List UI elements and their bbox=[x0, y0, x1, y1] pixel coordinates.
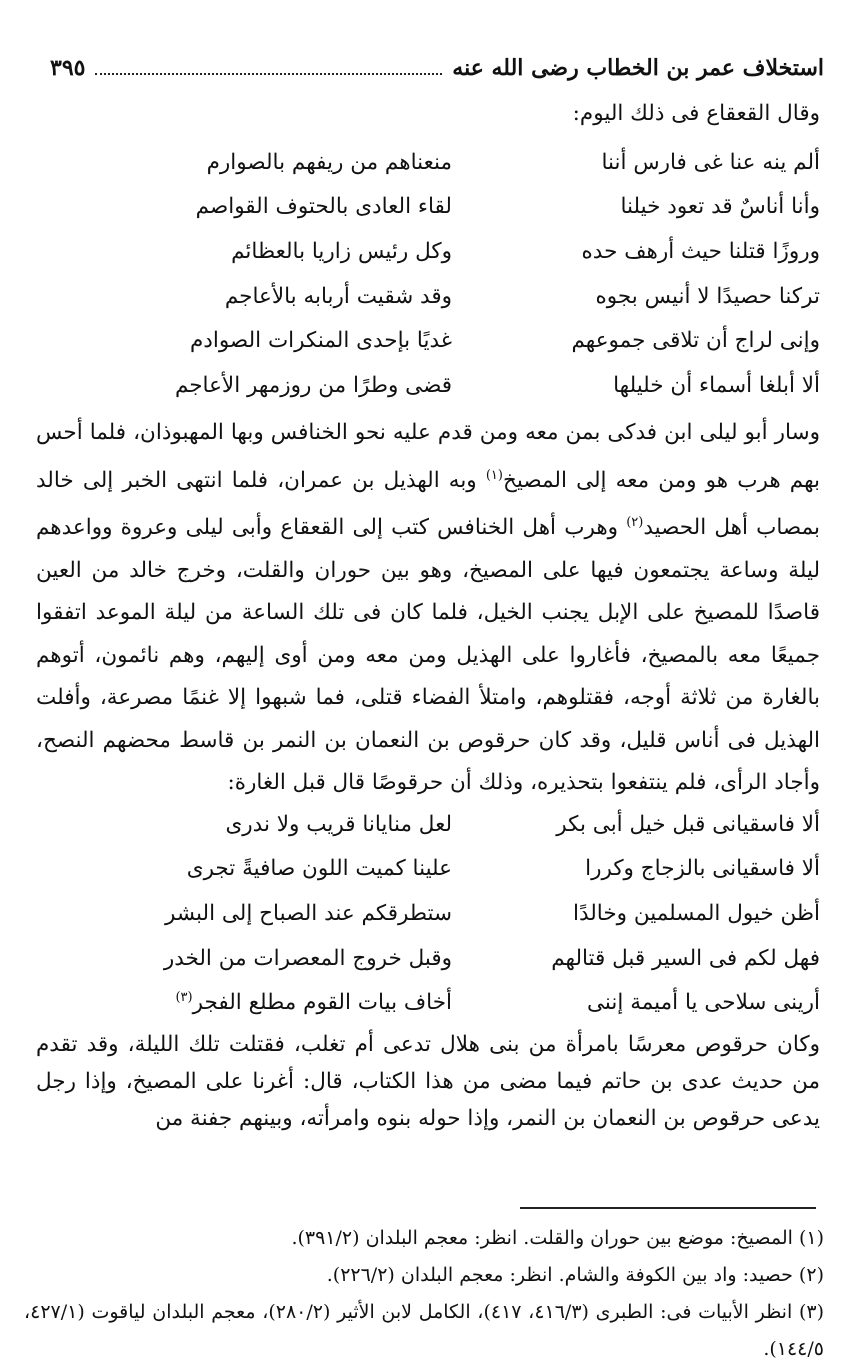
verse-line bbox=[100, 847, 820, 892]
hemistich-second: ستطرقكم عند الصباح إلى البشر bbox=[165, 900, 452, 926]
hemistich-second: منعناهم من ريفهم بالصوارم bbox=[206, 149, 452, 175]
verse-line bbox=[100, 274, 820, 319]
poem-harqus bbox=[100, 802, 820, 1025]
hemistich-first: وأنا أناسٌ قد تعود خيلنا bbox=[620, 194, 820, 220]
para1-text-a: وسار أبو ليلى ابن فدكى بمن معه ومن قدم عليه نحو الخنافس وبها المهبوذان، فلما أحس بهم هرب هو ومن معه إلى المصيخ bbox=[36, 420, 820, 493]
hemistich-first: وروزًا قتلنا حيث أرهف حده bbox=[581, 238, 820, 264]
verse-line bbox=[100, 140, 820, 185]
verse-line bbox=[100, 891, 820, 936]
hemistich-first: ألا فاسقيانى قبل خيل أبى بكر bbox=[556, 811, 820, 837]
footnote-separator bbox=[520, 1207, 816, 1209]
footnotes bbox=[24, 1220, 824, 1368]
footnote-3: (٣) انظر الأبيات فى: الطبرى (٤١٦/٣، ٤١٧)، الكامل لابن الأثير (٢٨٠/٢)، معجم البلدان لياقوت (٤٢٧/١، ١٤٤/٥). bbox=[24, 1301, 824, 1360]
hemistich-first: ألم ينه عنا غى فارس أننا bbox=[601, 149, 820, 175]
hemistich-first: فهل لكم فى السير قبل قتالهم bbox=[551, 945, 820, 971]
para1-text-b: وبه الهذيل بن عمران، فلما انتهى الخبر إلى خالد بمصاب أهل الحصيد bbox=[36, 467, 820, 541]
verse-line bbox=[100, 936, 820, 981]
footnote-2: (٢) حصيد: واد بين الكوفة والشام. انظر: معجم البلدان (٢٢٦/٢). bbox=[326, 1264, 824, 1286]
hemistich-second: وقد شقيت أربابه بالأعاجم bbox=[224, 283, 452, 309]
header-title: استخلاف عمر بن الخطاب رضى الله عنه bbox=[452, 55, 824, 81]
hemistich-second: قضى وطرًا من روزمهر الأعاجم bbox=[174, 372, 452, 398]
hemistich-first: ألا فاسقيانى بالزجاج وكررا bbox=[585, 856, 820, 882]
hemistich-first: تركنا حصيدًا لا أنيس بجوه bbox=[595, 283, 820, 309]
hemistich-second: غديًا بإحدى المنكرات الصوادم bbox=[189, 328, 452, 354]
hemistich-second bbox=[112, 990, 490, 1015]
intro-line: وقال القعقاع فى ذلك اليوم: bbox=[572, 101, 820, 126]
hemistich-first: أظن خيول المسلمين وخالدًا bbox=[572, 900, 820, 926]
para1-text-c: وهرب أهل الخنافس كتب إلى القعقاع وأبى ليلى وعروة وواعدهم ليلة وساعة يجتمعون فيها على المصيخ، وهو بين حوران والقلت، وخرج خالد من العين قاصدًا للمصيخ على الإبل يجنب الخيل، فلما كان فى تلك الساعة من ليلة الموعد اتفقوا جميعًا معه بالمصيخ، فأغاروا على الهذيل ومن معه ومن أوى إليهم، وهم نائمون، أتوهم بالغارة من ثلاثة أوجه، فقتلوهم، وامتلأ الفضاء قتلى، فما شبهوا إلا غنمًا مصرعة، وأفلت الهذيل فى أناس قليل، وقد كان حرقوص بن النعمان بن النمر بن قاسط محضهم النصح، وأجاد الرأى، فلم ينتفعوا بتحذيره، وذلك أن حرقوصًا قال قبل الغارة: bbox=[36, 515, 820, 796]
verse-line bbox=[100, 802, 820, 847]
hemistich-text: أخاف بيات القوم مطلع الفجر bbox=[192, 990, 452, 1016]
poem-qaqa bbox=[100, 140, 820, 408]
footnote-ref-1[interactable]: (١) bbox=[485, 467, 503, 483]
verse-line bbox=[100, 185, 820, 230]
verse-line bbox=[100, 980, 820, 1025]
footnote-1: (١) المصيخ: موضع بين حوران والقلت. انظر: معجم البلدان (٣٩١/٢). bbox=[291, 1227, 824, 1249]
hemistich-second: وقبل خروج المعصرات من الخدر bbox=[163, 945, 452, 971]
hemistich-first: أرينى سلاحى يا أميمة إننى bbox=[587, 990, 820, 1016]
body-paragraph-1 bbox=[36, 412, 820, 805]
hemistich-second: لعل منايانا قريب ولا ندرى bbox=[225, 811, 452, 837]
hemistich-first: ألا أبلغا أسماء أن خليلها bbox=[613, 372, 820, 398]
verse-line bbox=[100, 363, 820, 408]
footnote-ref-2[interactable]: (٢) bbox=[626, 515, 644, 531]
running-header bbox=[50, 48, 824, 88]
page-number: ٣٩٥ bbox=[50, 55, 86, 81]
hemistich-first: وإنى لراج أن تلاقى جموعهم bbox=[571, 328, 820, 354]
hemistich-second: وكل رئيس زاريا بالعظائم bbox=[231, 238, 452, 264]
hemistich-second: لقاء العادى بالحتوف القواصم bbox=[195, 194, 452, 220]
verse-line bbox=[100, 318, 820, 363]
hemistich-second: علينا كميت اللون صافيةً تجرى bbox=[186, 856, 452, 882]
footnote-ref-3[interactable]: (٣) bbox=[175, 990, 193, 1006]
body-paragraph-2: وكان حرقوص معرسًا بامرأة من بنى هلال تدعى أم تغلب، فقتلت تلك الليلة، وقد تقدم من حديث عدى بن حاتم فيما مضى من هذا الكتاب، قال: أغرنا على المصيخ، وإذا رجل يدعى حرقوص بن النعمان بن النمر، وإذا حوله بنوه وامرأته، وبينهم جفنة من bbox=[36, 1032, 820, 1131]
header-dotted-leader bbox=[95, 73, 442, 75]
verse-line bbox=[100, 229, 820, 274]
